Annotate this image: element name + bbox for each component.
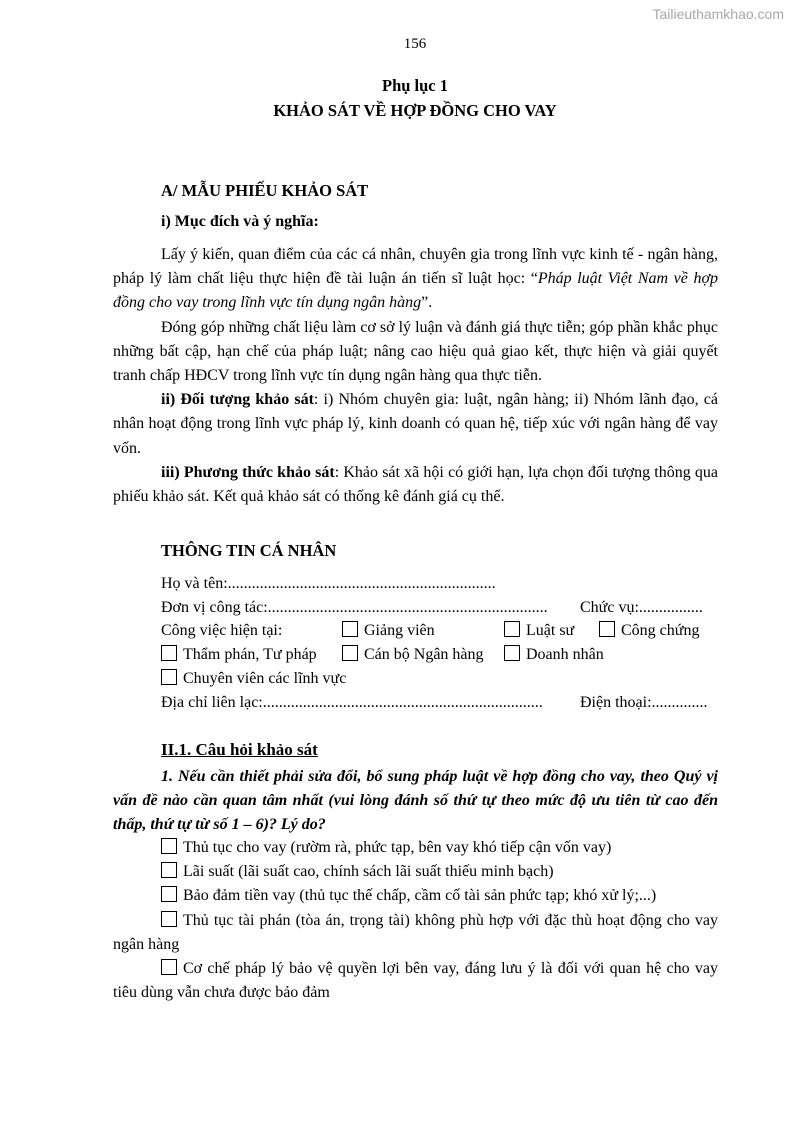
personal-info-heading: THÔNG TIN CÁ NHÂN [161,541,337,560]
job-option-judge[interactable] [161,643,317,667]
questions-heading: II.1. Câu hỏi khảo sát [161,740,318,759]
current-job-label: Công việc hiện tại: [161,622,283,639]
question-1-options [113,836,718,1005]
option-label: Cơ chế pháp lý bảo vệ quyền lợi bên vay, đáng lưu ý là đối với quan hệ cho vay tiêu dùng vẫn chưa được bảo đảm [113,960,718,1002]
checkbox[interactable] [504,645,520,661]
name-field[interactable]: Họ và tên:................................................................... [161,575,496,592]
option-label: Lãi suất (lãi suất cao, chính sách lãi suất thiếu minh bạch) [183,863,554,881]
job-option-bank-officer[interactable] [342,643,484,667]
job-option-businessman[interactable] [504,643,604,667]
subjects-text: : i) Nhóm chuyên gia: luật, ngân hàng; ii) Nhóm lãnh đạo, cá nhân hoạt động trong lĩnh vực pháp lý, kinh doanh có quan hệ, tiếp xúc với ngân hàng để vay vốn. [113,391,719,457]
option-label: Doanh nhân [526,646,604,663]
option-label: Chuyên viên các lĩnh vực [183,670,347,687]
checkbox[interactable] [342,621,358,637]
purpose-body [113,243,718,509]
q1-option-5[interactable] [113,957,718,1005]
appendix-label: Phụ lục 1 [381,76,449,95]
purpose-text-end: ”. [421,294,433,312]
subjects-paragraph [113,388,718,461]
job-option-specialist[interactable] [161,667,346,691]
watermark: Tailieuthamkhao.com [652,6,784,22]
checkbox[interactable] [161,911,177,927]
purpose-heading: i) Mục đích và ý nghĩa: [161,213,319,230]
checkbox[interactable] [161,645,177,661]
option-label: Thủ tục tài phán (tòa án, trọng tài) không phù hợp với đặc thù hoạt động cho vay ngân hàng [113,911,718,953]
checkbox[interactable] [161,862,177,878]
option-label: Thủ tục cho vay (rườm rà, phức tạp, bên vay khó tiếp cận vốn vay) [183,839,612,856]
checkbox[interactable] [342,645,358,661]
checkbox[interactable] [161,669,177,685]
method-paragraph [113,461,718,509]
position-field[interactable]: Chức vụ:................ [580,599,703,616]
checkbox[interactable] [161,838,177,854]
thesis-title: Pháp luật Việt Nam về hợp đồng cho vay trong lĩnh vực tín dụng ngân hàng [113,270,718,312]
checkbox[interactable] [161,886,177,902]
option-label: Bảo đảm tiền vay (thủ tục thế chấp, cầm cố tài sản phức tạp; khó xử lý;...) [183,887,657,905]
option-label: Giảng viên [364,622,435,639]
page-number: 156 [403,36,427,52]
checkbox[interactable] [504,621,520,637]
workplace-field[interactable]: Đơn vị công tác:...................................................................... [161,599,548,616]
phone-field[interactable]: Điện thoại:.............. [580,694,708,711]
option-label: Công chứng [621,622,700,639]
purpose-paragraph-2: Đóng góp những chất liệu làm cơ sở lý luận và đánh giá thực tiễn; góp phần khắc phục những bất cập, hạn chế của pháp luật; nâng cao hiệu quả giao kết, thực hiện và giải quyết tranh chấp HĐCV trong lĩnh vực tín dụng ngân hàng qua thực tiễn. [113,318,718,385]
subjects-heading: ii) Đối tượng khảo sát [161,391,314,409]
purpose-text: Lấy ý kiến, quan điểm của các cá nhân, chuyên gia trong lĩnh vực kinh tế - ngân hàng, pháp lý làm chất liệu thực hiện đề tài luận án tiến sĩ luật học: “ [113,246,718,288]
q1-option-2[interactable] [113,860,718,884]
checkbox[interactable] [161,959,177,975]
job-option-lecturer[interactable] [342,619,435,643]
job-option-lawyer[interactable] [504,619,574,643]
question-1 [113,765,718,838]
address-field[interactable]: Địa chỉ liên lạc:...................................................................... [161,694,543,711]
method-text: : Khảo sát xã hội có giới hạn, lựa chọn đối tượng thông qua phiếu khảo sát. Kết quả khảo sát có thống kê đánh giá cụ thể. [113,463,718,506]
q1-option-4[interactable] [113,909,718,957]
option-label: Cán bộ Ngân hàng [364,646,484,663]
section-a-heading: A/ MẪU PHIẾU KHẢO SÁT [161,181,369,200]
method-heading: iii) Phương thức khảo sát [161,463,335,481]
checkbox[interactable] [599,621,615,637]
question-1-text: 1. Nếu cần thiết phải sửa đổi, bổ sung pháp luật về hợp đồng cho vay, theo Quý vị vấn đề nào cần quan tâm nhất (vui lòng đánh số thứ tự theo mức độ ưu tiên từ cao đến thấp, thứ tự từ số 1 – 6)? Lý do? [113,768,718,834]
option-label: Thẩm phán, Tư pháp [183,646,317,663]
option-label: Luật sư [526,622,575,639]
job-option-notary[interactable] [599,619,699,643]
q1-option-3[interactable] [113,884,718,908]
appendix-title: KHẢO SÁT VỀ HỢP ĐỒNG CHO VAY [273,101,557,120]
q1-option-1[interactable] [113,836,718,860]
purpose-paragraph-1 [113,243,718,316]
